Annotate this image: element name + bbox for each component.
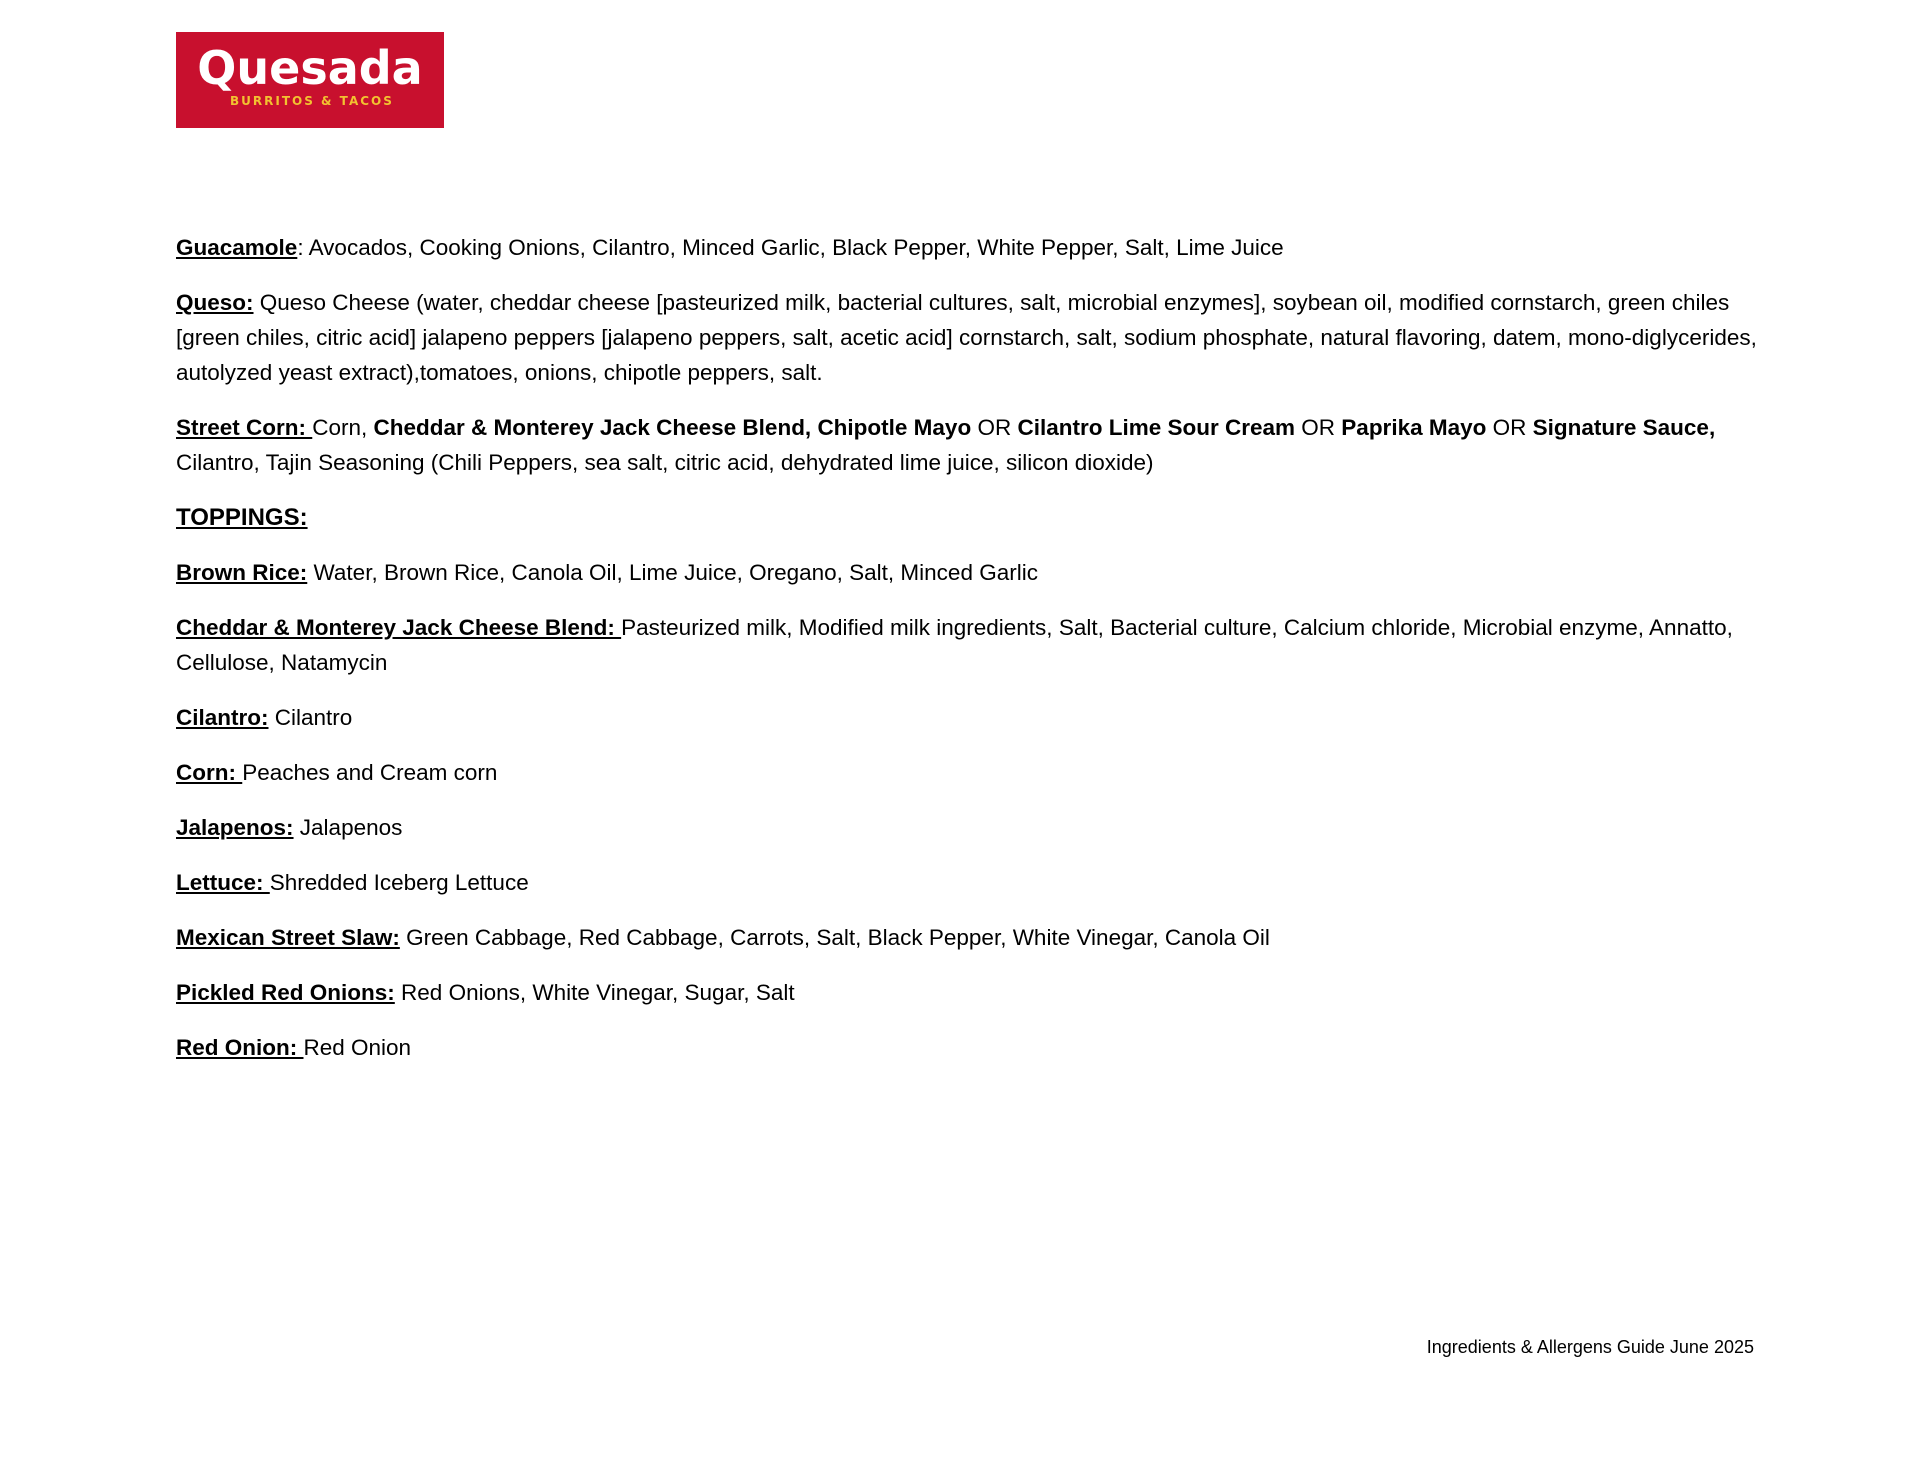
entry-text: Queso Cheese (water, cheddar cheese [pasteurized milk, bacterial cultures, salt, microbial enzymes], soybean oil, modified cornstarch, green chiles [green chiles, citric acid] jalapeno peppers [jalapeno peppers, salt, acetic acid] cornstarch, salt, sodium phosphate, natural flavoring, datem, mono-diglycerides, autolyzed yeast extract),tomatoes, onions, chipotle peppers, salt. <box>176 290 1757 385</box>
entry-text: OR <box>1486 415 1533 440</box>
entry-text: Water, Brown Rice, Canola Oil, Lime Juice, Oregano, Salt, Minced Garlic <box>307 560 1038 585</box>
entry-bold-text: Cilantro Lime Sour Cream <box>1017 415 1296 440</box>
entry-label: Lettuce: <box>176 870 270 895</box>
entry-label: Guacamole <box>176 235 298 260</box>
entry-street-corn <box>176 410 1766 480</box>
entry-queso <box>176 285 1766 390</box>
entry-text: Pasteurized milk, Modified milk ingredients, Salt, Bacterial culture, Calcium chloride, Microbial enzyme, Annatto, Cellulose, Natamycin <box>176 615 1733 675</box>
entry-label: Jalapenos: <box>176 815 294 840</box>
entry-text: Shredded Iceberg Lettuce <box>269 870 529 895</box>
entry-label: Cheddar & Monterey Jack Cheese Blend: <box>176 615 622 640</box>
entry-text: Cilantro <box>268 705 353 730</box>
entry-label: Queso: <box>176 290 254 315</box>
topping-item <box>176 865 1766 900</box>
entry-label: Brown Rice: <box>176 560 308 585</box>
entry-bold-text: Paprika Mayo <box>1341 415 1487 440</box>
page-footer: Ingredients & Allergens Guide June 2025 <box>1426 1337 1754 1357</box>
entry-label: Street Corn: <box>176 415 313 440</box>
quesada-logo <box>176 32 444 128</box>
entry-text: Jalapenos <box>293 815 403 840</box>
entry-text: Peaches and Cream corn <box>242 760 498 785</box>
toppings-heading: TOPPINGS: <box>176 504 308 531</box>
entry-label: Corn: <box>176 760 243 785</box>
topping-item <box>176 700 1766 735</box>
topping-item <box>176 1030 1766 1065</box>
entry-label: Cilantro: <box>176 705 269 730</box>
topping-item <box>176 555 1766 590</box>
ingredients-list <box>176 230 1766 1085</box>
entry-text: Cilantro, Tajin Seasoning (Chili Peppers, sea salt, citric acid, dehydrated lime juice, silicon dioxide) <box>176 450 1154 475</box>
entry-text: : Avocados, Cooking Onions, Cilantro, Minced Garlic, Black Pepper, White Pepper, Salt, Lime Juice <box>297 235 1284 260</box>
entry-label: Pickled Red Onions: <box>176 980 395 1005</box>
entry-bold-text: Cheddar & Monterey Jack Cheese Blend, Chipotle Mayo <box>373 415 972 440</box>
entry-text: OR <box>1295 415 1342 440</box>
topping-item <box>176 755 1766 790</box>
logo-wordmark: Quesada <box>197 41 423 95</box>
entry-text: Red Onion <box>303 1035 412 1060</box>
topping-item <box>176 920 1766 955</box>
entry-text: OR <box>971 415 1018 440</box>
logo-tagline: BURRITOS & TACOS <box>230 94 394 108</box>
topping-item <box>176 610 1766 680</box>
entry-text: Green Cabbage, Red Cabbage, Carrots, Salt, Black Pepper, White Vinegar, Canola Oil <box>399 925 1270 950</box>
topping-item <box>176 975 1766 1010</box>
entry-text: Corn, <box>312 415 374 440</box>
entry-label: Mexican Street Slaw: <box>176 925 400 950</box>
entry-label: Red Onion: <box>176 1035 304 1060</box>
topping-item <box>176 810 1766 845</box>
entry-guacamole <box>176 230 1766 265</box>
entry-text: Red Onions, White Vinegar, Sugar, Salt <box>394 980 795 1005</box>
entry-bold-text: Signature Sauce, <box>1532 415 1716 440</box>
